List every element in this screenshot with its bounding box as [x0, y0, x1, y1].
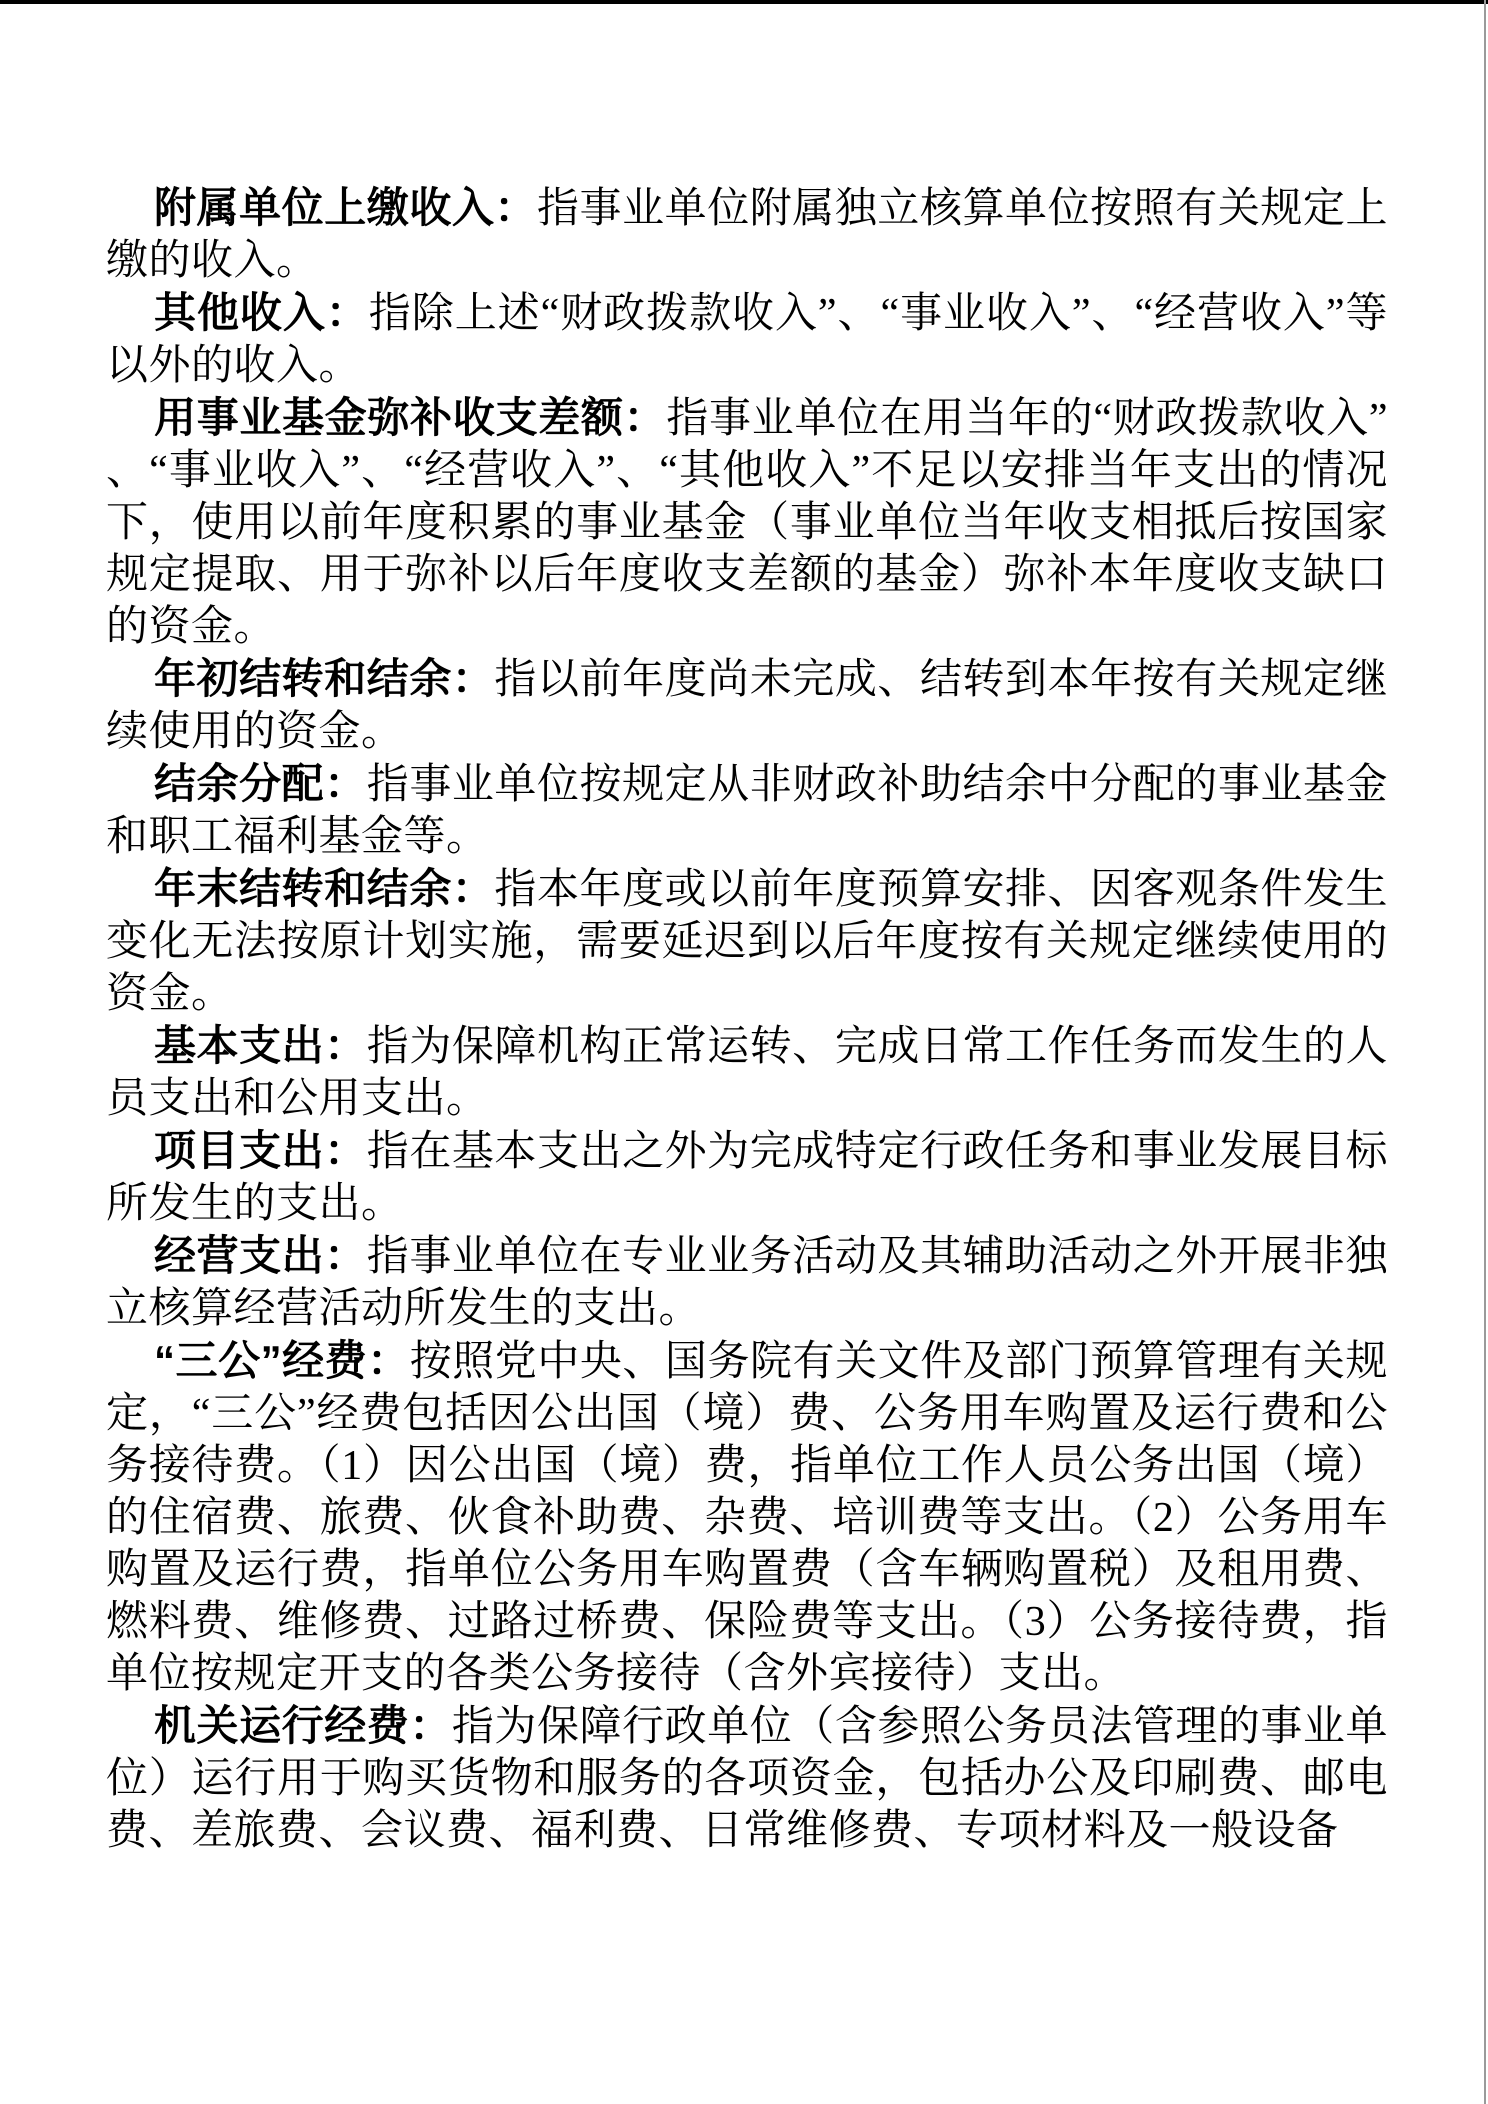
term-label: 结余分配：	[154, 760, 367, 807]
term-label: “三公”经费：	[154, 1337, 410, 1384]
definition-text: 指除上述“财政拨款收入”、“事业收入”、“经营收入”等以外的收入。	[106, 291, 1388, 389]
definition-text: 指事业单位附属独立核算单位按照有关规定上缴的收入。	[106, 186, 1388, 284]
term-label: 年初结转和结余：	[154, 655, 495, 702]
definition-paragraph	[106, 392, 1388, 653]
definition-text: 指事业单位按规定从非财政补助结余中分配的事业基金和职工福利基金等。	[106, 762, 1388, 860]
term-label: 其他收入：	[154, 289, 369, 336]
page-right-edge-scan-artifact	[1484, 0, 1486, 2104]
term-label: 附属单位上缴收入：	[154, 184, 537, 231]
definition-paragraph	[106, 1125, 1388, 1230]
definition-paragraph	[106, 653, 1388, 758]
definition-text: 指为保障行政单位（含参照公务员法管理的事业单位）运行用于购买货物和服务的各项资金，包括办公及印刷费、邮电费、差旅费、会议费、福利费、日常维修费、专项材料及一般设备	[106, 1704, 1388, 1854]
definition-paragraph	[106, 1020, 1388, 1125]
definition-text: 指事业单位在用当年的“财政拨款收入”、“事业收入”、“经营收入”、“其他收入”不足以安排当年支出的情况下，使用以前年度积累的事业基金（事业单位当年收支相抵后按国家规定提取、用于弥补以后年度收支差额的基金）弥补本年度收支缺口的资金。	[106, 396, 1388, 650]
page-top-edge-scan-artifact	[0, 0, 1488, 4]
definition-paragraph	[106, 1335, 1388, 1700]
definition-text: 指本年度或以前年度预算安排、因客观条件发生变化无法按原计划实施，需要延迟到以后年度按有关规定继续使用的资金。	[106, 867, 1388, 1017]
definition-paragraph	[106, 287, 1388, 392]
definition-text: 指为保障机构正常运转、完成日常工作任务而发生的人员支出和公用支出。	[106, 1024, 1388, 1122]
definition-paragraph	[106, 182, 1388, 287]
term-label: 机关运行经费：	[154, 1702, 452, 1749]
term-label: 用事业基金弥补收支差额：	[154, 394, 667, 441]
budget-terms-definitions-block	[106, 182, 1388, 1857]
term-label: 项目支出：	[154, 1127, 367, 1174]
definition-paragraph	[106, 758, 1388, 863]
definition-text: 指以前年度尚未完成、结转到本年按有关规定继续使用的资金。	[106, 657, 1388, 755]
term-label: 基本支出：	[154, 1022, 367, 1069]
definition-paragraph	[106, 1700, 1388, 1857]
term-label: 经营支出：	[154, 1232, 367, 1279]
definition-paragraph	[106, 863, 1388, 1020]
definition-text: 按照党中央、国务院有关文件及部门预算管理有关规定，“三公”经费包括因公出国（境）费、公务用车购置及运行费和公务接待费。（1）因公出国（境）费，指单位工作人员公务出国（境）的住宿费、旅费、伙食补助费、杂费、培训费等支出。（2）公务用车购置及运行费，指单位公务用车购置费（含车辆购置税）及租用费、燃料费、维修费、过路过桥费、保险费等支出。（3）公务接待费，指单位按规定开支的各类公务接待（含外宾接待）支出。	[106, 1339, 1388, 1697]
definition-paragraph	[106, 1230, 1388, 1335]
definition-text: 指事业单位在专业业务活动及其辅助活动之外开展非独立核算经营活动所发生的支出。	[106, 1234, 1388, 1332]
definition-text: 指在基本支出之外为完成特定行政任务和事业发展目标所发生的支出。	[106, 1129, 1388, 1227]
term-label: 年末结转和结余：	[154, 865, 495, 912]
